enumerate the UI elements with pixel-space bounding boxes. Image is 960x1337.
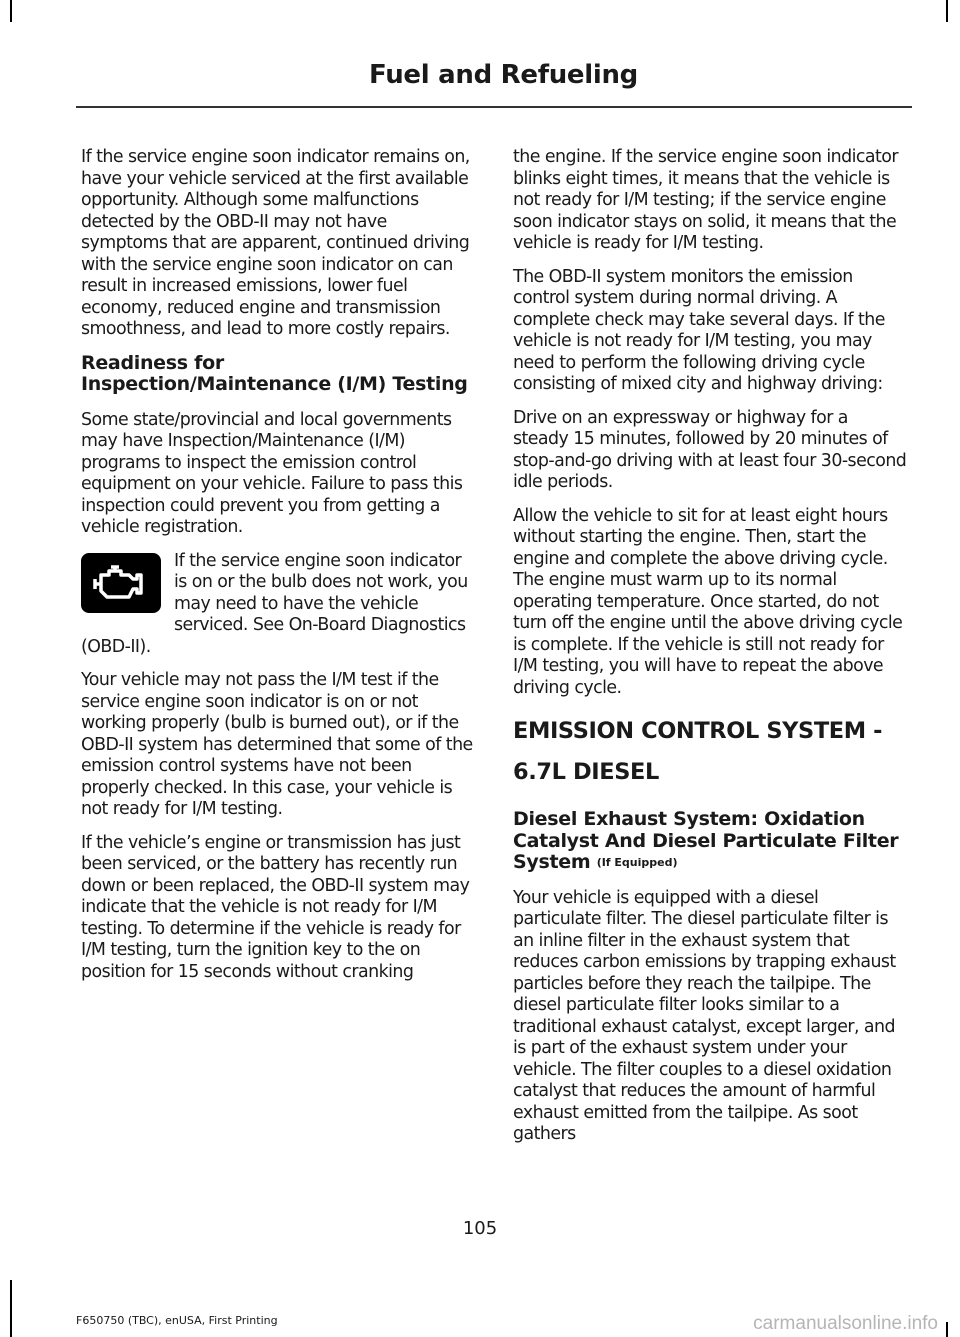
page-number: 105 xyxy=(462,1218,498,1239)
header-divider xyxy=(76,106,912,108)
crop-mark-bottom-left xyxy=(10,1280,12,1337)
paragraph: Your vehicle is equipped with a diesel particulate filter. The diesel particulate filter is an inline filter in the exhaust system that reduces carbon emissions by trapping exhaust particles before they reach the tailpipe. The diesel particulate filter looks similar to a traditional exhaust catalyst, except larger, and is part of the exhaust system under your vehicle. The filter couples to a diesel oxidation catalyst that reduces the amount of harmful exhaust emitted from the tailpipe. As soot gathers xyxy=(513,887,896,1144)
paragraph: Some state/provincial and local governments may have Inspection/Maintenance (I/M) programs to inspect the emission control equipment on your vehicle. Failure to pass this inspection could prevent you from getting a vehicle registration. xyxy=(81,409,463,537)
subsection-heading-text: Diesel Exhaust System: Oxidation Catalyst And Diesel Particulate Filter System xyxy=(513,808,899,873)
crop-mark-top-left xyxy=(10,0,12,22)
section-title: EMISSION CONTROL SYSTEM - 6.7L DIESEL xyxy=(513,718,883,785)
paragraph: Your vehicle may not pass the I/M test if the service engine soon indicator is on or not working properly (bulb is burned out), or if the OBD-II system has determined that some of the emission control systems have not been properly checked. In this case, your vehicle is not ready for I/M testing. xyxy=(81,670,473,819)
paragraph: If the vehicle’s engine or transmission has just been serviced, or the battery has recently run down or been replaced, the OBD-II system may indicate that the vehicle is not ready for I/M testing. To determine if the vehicle is ready for I/M testing, turn the ignition key to the on position for 15 seconds without cranking xyxy=(81,832,470,982)
paragraph: Drive on an expressway or highway for a steady 15 minutes, followed by 20 minutes of stop-and-go driving with at least four 30-second idle periods. xyxy=(513,407,907,492)
paragraph: If the service engine soon indicator remains on, have your vehicle serviced at the first available opportunity. Although some malfunctions detected by the OBD-II may not have symptoms that are apparent, continued driving with the service engine soon indicator on can result in increased emissions, lower fuel economy, reduced engine and transmission smoothness, and lead to more costly repairs. xyxy=(81,147,470,339)
paragraph: Allow the vehicle to sit for at least eight hours without starting the engine. Then, start the engine and complete the above driving cycle. The engine must warm up to its normal operating temperature. Once started, do not turn off the engine until the above driving cycle is complete. If the vehicle is still not ready for I/M testing, you will have to repeat the above driving cycle. xyxy=(513,505,903,698)
subsection-heading xyxy=(513,809,908,874)
right-column xyxy=(513,147,908,1158)
section-heading: Readiness for Inspection/Maintenance (I/M) Testing xyxy=(81,351,468,395)
icon-paragraph xyxy=(81,551,476,659)
if-equipped-tag: (If Equipped) xyxy=(596,856,678,869)
footer-text: F650750 (TBC), enUSA, First Printing xyxy=(76,1314,278,1327)
page-section-title: Fuel and Refueling xyxy=(369,60,638,90)
crop-mark-top-right xyxy=(946,0,948,22)
paragraph: the engine. If the service engine soon indicator blinks eight times, it means that the vehicle is not ready for I/M testing; if the service engine soon indicator stays on solid, it means that the vehicle is ready for I/M testing. xyxy=(513,147,898,253)
crop-mark-bottom-right xyxy=(946,1322,948,1337)
watermark: carmanualsonline.info xyxy=(753,1313,938,1334)
paragraph: If the service engine soon indicator is on or the bulb does not work, you may need to have the vehicle serviced. See On-Board Diagnostics (OBD-II). xyxy=(81,550,468,657)
left-column xyxy=(81,147,476,995)
paragraph: The OBD-II system monitors the emission control system during normal driving. A complete check may take several days. If the vehicle is not ready for I/M testing, you may need to perform the following driving cycle consisting of mixed city and highway driving: xyxy=(513,266,885,394)
check-engine-icon xyxy=(81,553,161,613)
